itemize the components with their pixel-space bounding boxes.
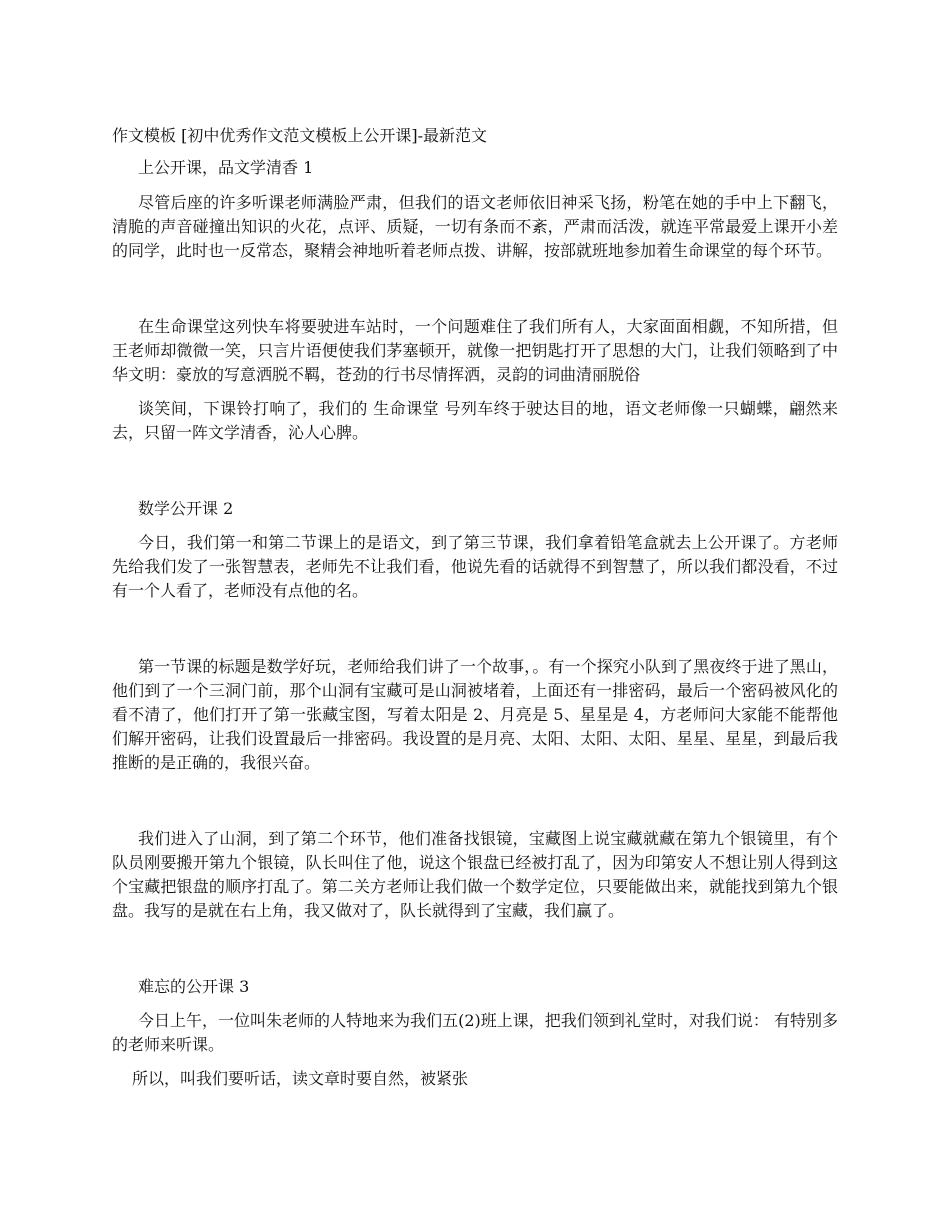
section-3-paragraph-1: 今日上午，一位叫朱老师的人特地来为我们五(2)班上课，把我们领到礼堂时，对我们说： 有特别多的老师来听课。 (112, 1011, 838, 1054)
section-3-heading: 难忘的公开课 3 (138, 977, 250, 996)
section-2-paragraph-3: 我们进入了山洞，到了第二个环节，他们准备找银镜，宝藏图上说宝藏就藏在第九个银镜里，有个队员刚要搬开第九个银镜，队长叫住了他，说这个银盘已经被打乱了，因为印第安人不想让别人得到这个宝藏把银盘的顺序打乱了。第二关方老师让我们做一个数学定位，只要能做出来，就能找到第九个银盘。我写的是就在右上角，我又做对了，队长就得到了宝藏，我们赢了。 (112, 829, 838, 920)
section-2-heading: 数学公开课 2 (138, 499, 234, 518)
section-1-paragraph-3: 谈笑间，下课铃打响了，我们的 生命课堂 号列车终于驶达目的地，语文老师像一只蝴蝶，翩然来去，只留一阵文学清香，沁人心脾。 (112, 399, 838, 442)
section-3-paragraph-2: 所以，叫我们要听话，读文章时要自然，被紧张 (132, 1069, 469, 1088)
document-page (112, 124, 838, 1091)
section-2-paragraph-2: 第一节课的标题是数学好玩，老师给我们讲了一个故事，。有一个探究小队到了黑夜终于进了黑山，他们到了一个三洞门前，那个山洞有宝藏可是山洞被堵着，上面还有一排密码，最后一个密码被风化的看不清了，他们打开了第一张藏宝图，写着太阳是 2、月亮是 5、星星是 4，方老师问大家能不能帮他们解开密码，让我们设置最后一排密码。我设置的是月亮、太阳、太阳、太阳、星星、星星，到最后我推断的是正确的，我很兴奋。 (112, 657, 838, 772)
section-1-heading: 上公开课，品文学清香 1 (138, 158, 314, 177)
section-1-paragraph-2: 在生命课堂这列快车将要驶进车站时，一个问题难住了我们所有人，大家面面相觑，不知所措，但王老师却微微一笑，只言片语便使我们茅塞顿开，就像一把钥匙打开了思想的大门，让我们领略到了中华文明：豪放的写意洒脱不羁，苍劲的行书尽情挥洒，灵韵的词曲清丽脱俗 (112, 317, 838, 384)
section-2-paragraph-1: 今日，我们第一和第二节课上的是语文，到了第三节课，我们拿着铅笔盒就去上公开课了。方老师先给我们发了一张智慧表，老师先不让我们看，他说先看的话就得不到智慧了，所以我们都没看，不过有一个人看了，老师没有点他的名。 (112, 533, 838, 600)
section-1-paragraph-1: 尽管后座的许多听课老师满脸严肃，但我们的语文老师依旧神采飞扬，粉笔在她的手中上下翻飞，清脆的声音碰撞出知识的火花，点评、质疑，一切有条而不紊，严肃而活泼，就连平常最爱上课开小差的同学，此时也一反常态，聚精会神地听着老师点拨、讲解，按部就班地参加着生命课堂的每个环节。 (112, 193, 838, 260)
document-title: 作文模板 [初中优秀作文范文模板上公开课]-最新范文 (112, 126, 487, 145)
